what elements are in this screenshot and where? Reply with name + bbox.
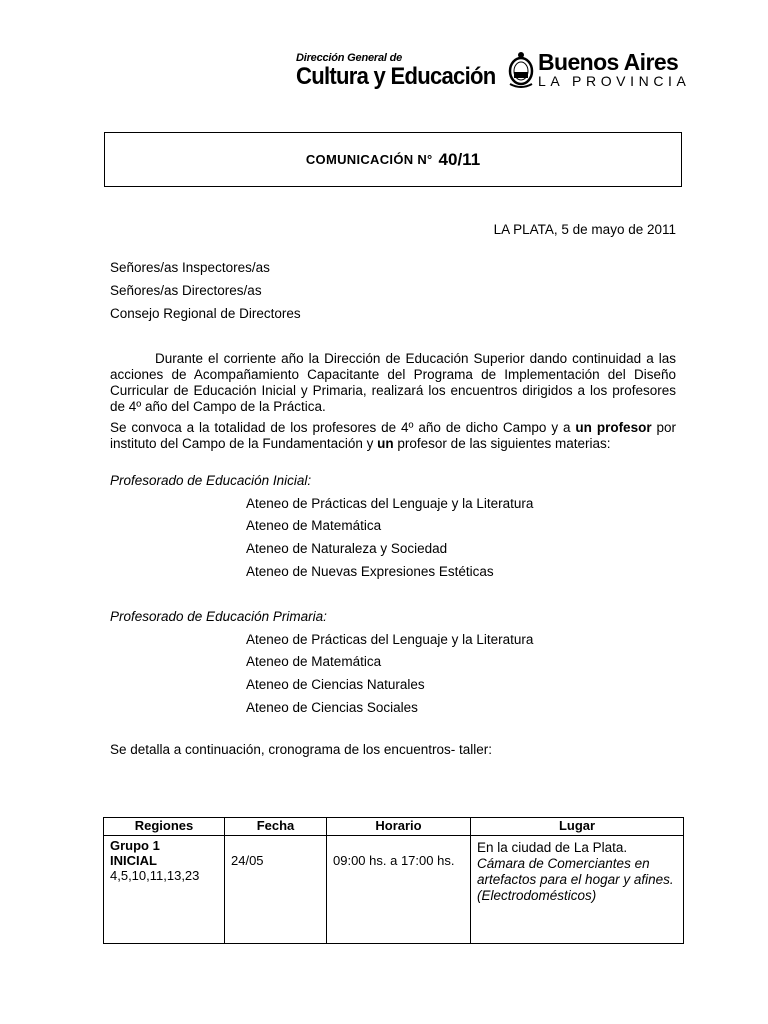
- inicial-list-item: Ateneo de Nuevas Expresiones Estéticas: [246, 564, 494, 579]
- paragraph-text: Se convoca a la totalidad de los profesores de 4º año de dicho Campo y a: [110, 420, 576, 435]
- paragraph-text: por instituto del Campo de la Fundamentación y: [110, 420, 676, 451]
- communication-label: COMUNICACIÓN N°: [305, 152, 433, 167]
- place-venue: Cámara de Comerciantes en artefactos para el hogar y afines. (Electrodomésticos): [477, 856, 674, 903]
- ministry-logo-title: Cultura y Educación: [296, 63, 496, 90]
- paragraph-text: profesor de las siguientes materias:: [393, 436, 611, 451]
- place-city: En la ciudad de La Plata.: [477, 840, 628, 855]
- body-paragraph-1: Durante el corriente año la Dirección de Educación Superior dando continuidad a las acciones de Acompañamiento Capacitante del Programa de Implementación del Diseño Curricular de Educación Inicial y Primaria, realizará los encuentros dirigidos a los profesores de 4º año del Campo de la Práctica.: [110, 351, 676, 414]
- table-header-row: [104, 818, 684, 836]
- primaria-list-item: Ateneo de Prácticas del Lenguaje y la Literatura: [246, 632, 534, 647]
- header-horario: Horario: [327, 818, 471, 836]
- primaria-heading: Profesorado de Educación Primaria:: [110, 609, 327, 624]
- paragraph-emphasis: un profesor: [575, 420, 652, 435]
- province-logo-subtitle: LA PROVINCIA: [538, 73, 691, 89]
- cell-lugar: [471, 836, 684, 944]
- paragraph-emphasis: un: [377, 436, 394, 451]
- regions-list: 4,5,10,11,13,23: [110, 868, 200, 883]
- communication-title-box: [104, 132, 682, 187]
- schedule-intro: Se detalla a continuación, cronograma de los encuentros- taller:: [110, 742, 492, 757]
- cell-fecha: 24/05: [225, 836, 327, 944]
- province-logo: [538, 50, 690, 89]
- primaria-list-item: Ateneo de Matemática: [246, 654, 382, 669]
- cell-regiones: [104, 836, 225, 944]
- primaria-list-item: Ateneo de Ciencias Naturales: [246, 677, 425, 692]
- addressee-line: Señores/as Directores/as: [110, 283, 262, 298]
- addressee-line: Señores/as Inspectores/as: [110, 260, 270, 275]
- ministry-logo-subtitle: Dirección General de: [296, 52, 403, 64]
- inicial-list-item: Ateneo de Naturaleza y Sociedad: [246, 541, 448, 556]
- group-label: Grupo 1: [110, 838, 160, 853]
- ministry-logo: [296, 52, 513, 90]
- primaria-list-item: Ateneo de Ciencias Sociales: [246, 700, 418, 715]
- table-row: [104, 836, 684, 944]
- province-seal-icon: [508, 50, 534, 90]
- level-label: INICIAL: [110, 853, 157, 868]
- header-fecha: Fecha: [225, 818, 327, 836]
- inicial-list-item: Ateneo de Matemática: [246, 518, 382, 533]
- header-lugar: Lugar: [471, 818, 684, 836]
- province-logo-title: Buenos Aires: [538, 49, 679, 75]
- cell-horario: 09:00 hs. a 17:00 hs.: [327, 836, 471, 944]
- header-regiones: Regiones: [104, 818, 225, 836]
- inicial-list-item: Ateneo de Prácticas del Lenguaje y la Literatura: [246, 496, 534, 511]
- inicial-heading: Profesorado de Educación Inicial:: [110, 473, 312, 488]
- addressee-line: Consejo Regional de Directores: [110, 306, 301, 321]
- body-paragraph-2: [110, 420, 676, 452]
- letter-date: LA PLATA, 5 de mayo de 2011: [493, 222, 676, 237]
- schedule-table: [103, 817, 684, 944]
- communication-number: 40/11: [438, 149, 481, 169]
